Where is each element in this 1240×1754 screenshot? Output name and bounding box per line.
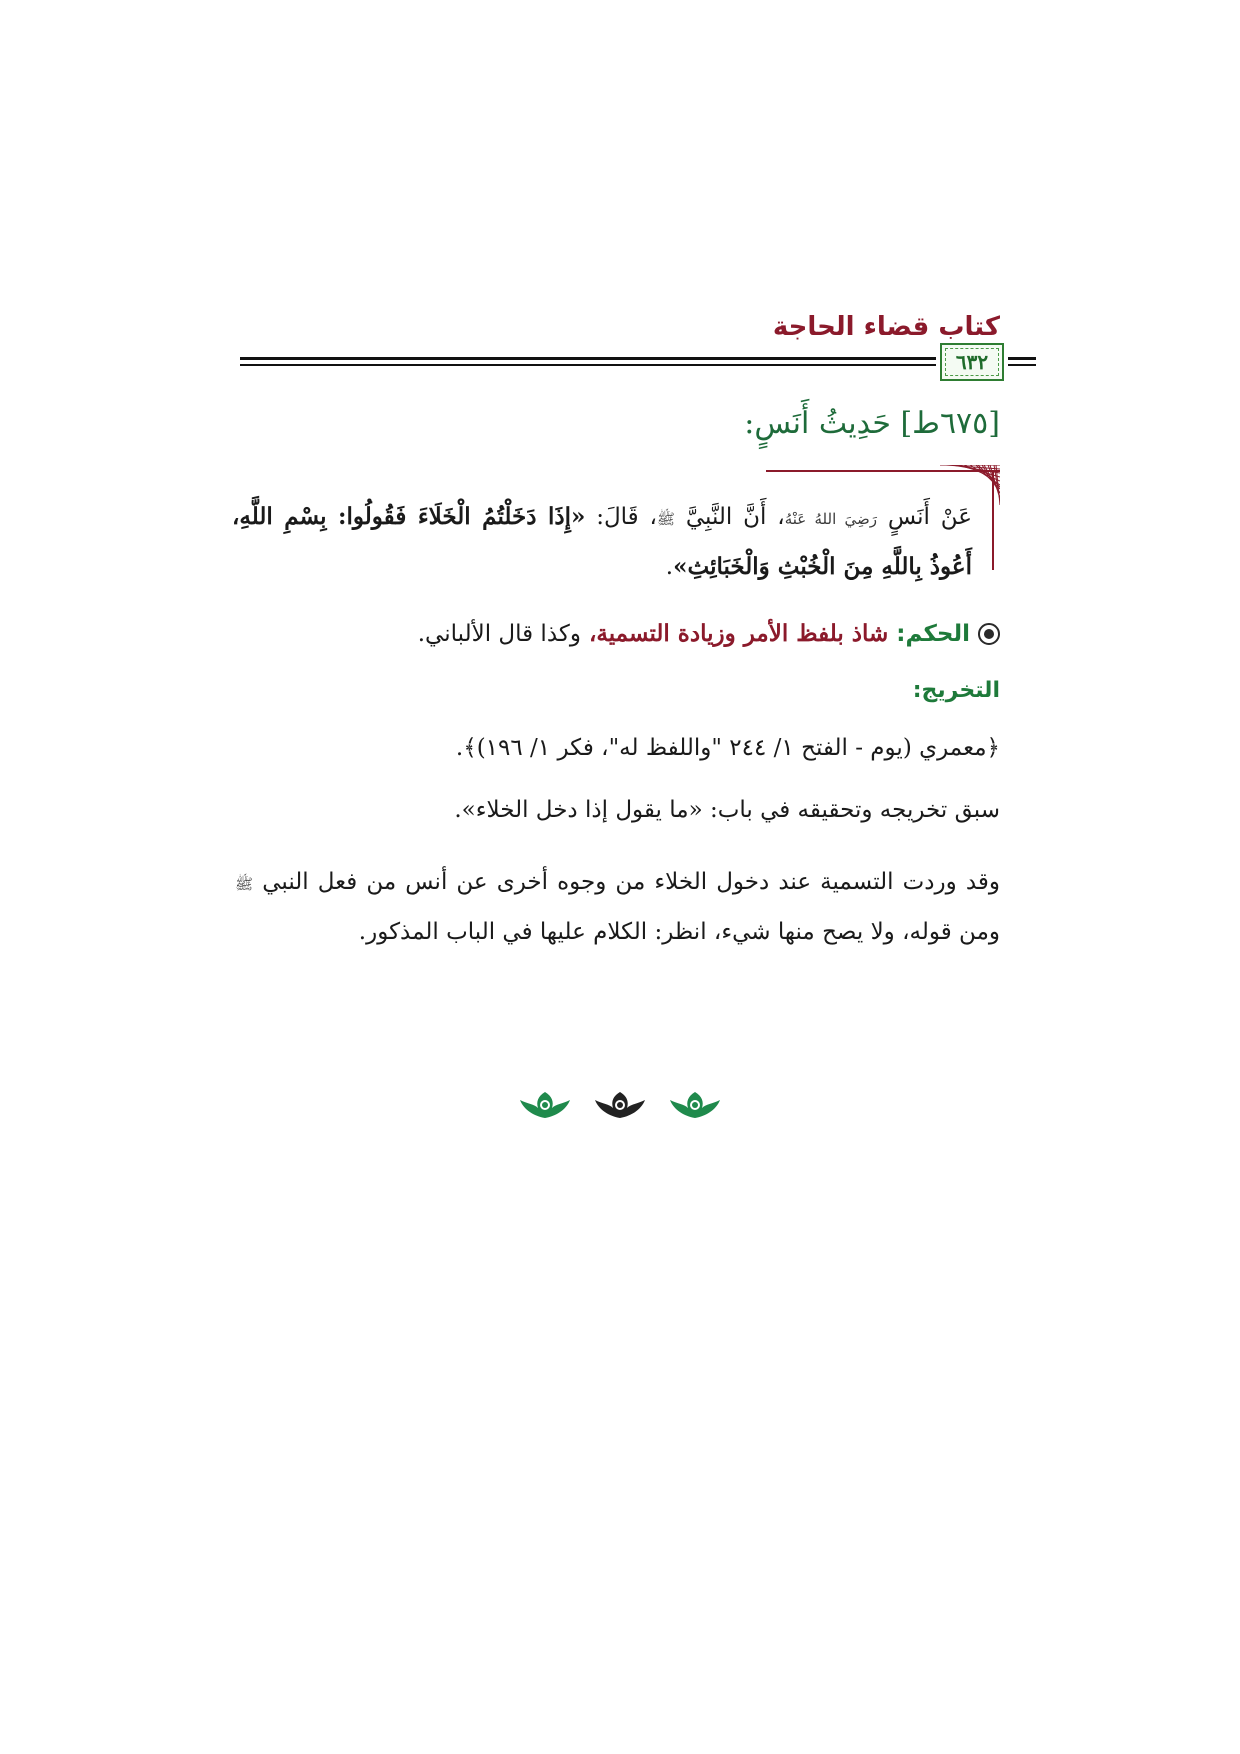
para-end: ومن قوله، ولا يصح منها شيء، انظر: الكلام عليها في الباب المذكور. (358, 919, 1000, 945)
takhrij-source: ﴿معمري (يوم - الفتح ١/ ٢٤٤ "واللفظ له"، فكر ١/ ١٩٦)﴾. (455, 735, 1000, 761)
floral-ornament-icon (670, 1088, 720, 1122)
ruling-rest: وكذا قال الألباني. (417, 620, 581, 647)
page-number: ٦٣٢ (955, 350, 989, 374)
header-rule (240, 357, 936, 360)
hadith-box (230, 465, 1000, 580)
para-start: وقد وردت التسمية عند دخول الخلاء من وجوه أخرى عن أنس من فعل النبي (262, 869, 1000, 895)
header-rule (1008, 357, 1036, 360)
hadith-text (232, 493, 972, 591)
hadith-heading: [٦٧٥ط] حَدِيثُ أَنَسٍ: (744, 406, 1000, 441)
hadith-intro: عَنْ أَنَسٍ (887, 504, 972, 530)
page-number-frame (940, 343, 1004, 381)
bullet-flower-icon (978, 623, 1000, 645)
hadith-said: ، قَالَ: (596, 504, 657, 530)
running-title: كتاب قضاء الحاجة (772, 312, 1000, 342)
floral-ornament-icon (520, 1088, 570, 1122)
takhrij-note: سبق تخريجه وتحقيقه في باب: «ما يقول إذا دخل الخلاء». (454, 797, 1000, 823)
hadith-quote: «إِذَا دَخَلْتُمُ الْخَلَاءَ فَقُولُوا: بِسْمِ اللَّهِ، أَعُوذُ بِاللَّهِ مِنَ الْخُبْثِ وَالْخَبَائِثِ» (232, 503, 972, 580)
hadith-end: . (665, 554, 674, 580)
floral-ornament-icon (595, 1088, 645, 1122)
takhrij-heading: التخريج: (912, 678, 1000, 703)
honorific-companion: رَضِيَ اللهُ عَنْهُ (784, 510, 877, 528)
header-rule (1008, 364, 1036, 366)
takhrij-paragraph (235, 858, 1000, 956)
ruling-verdict: شاذ بلفظ الأمر وزيادة التسمية، (588, 620, 889, 647)
ruling-line (418, 620, 1000, 647)
header-rule (240, 364, 936, 366)
section-end-ornament (520, 1085, 720, 1125)
ruling-label: الحكم: (896, 620, 970, 647)
hadith-middle: ، أَنَّ النَّبِيَّ (685, 504, 785, 530)
honorific-prophet: ﷺ (656, 510, 676, 528)
honorific-prophet: ﷺ (235, 875, 254, 893)
